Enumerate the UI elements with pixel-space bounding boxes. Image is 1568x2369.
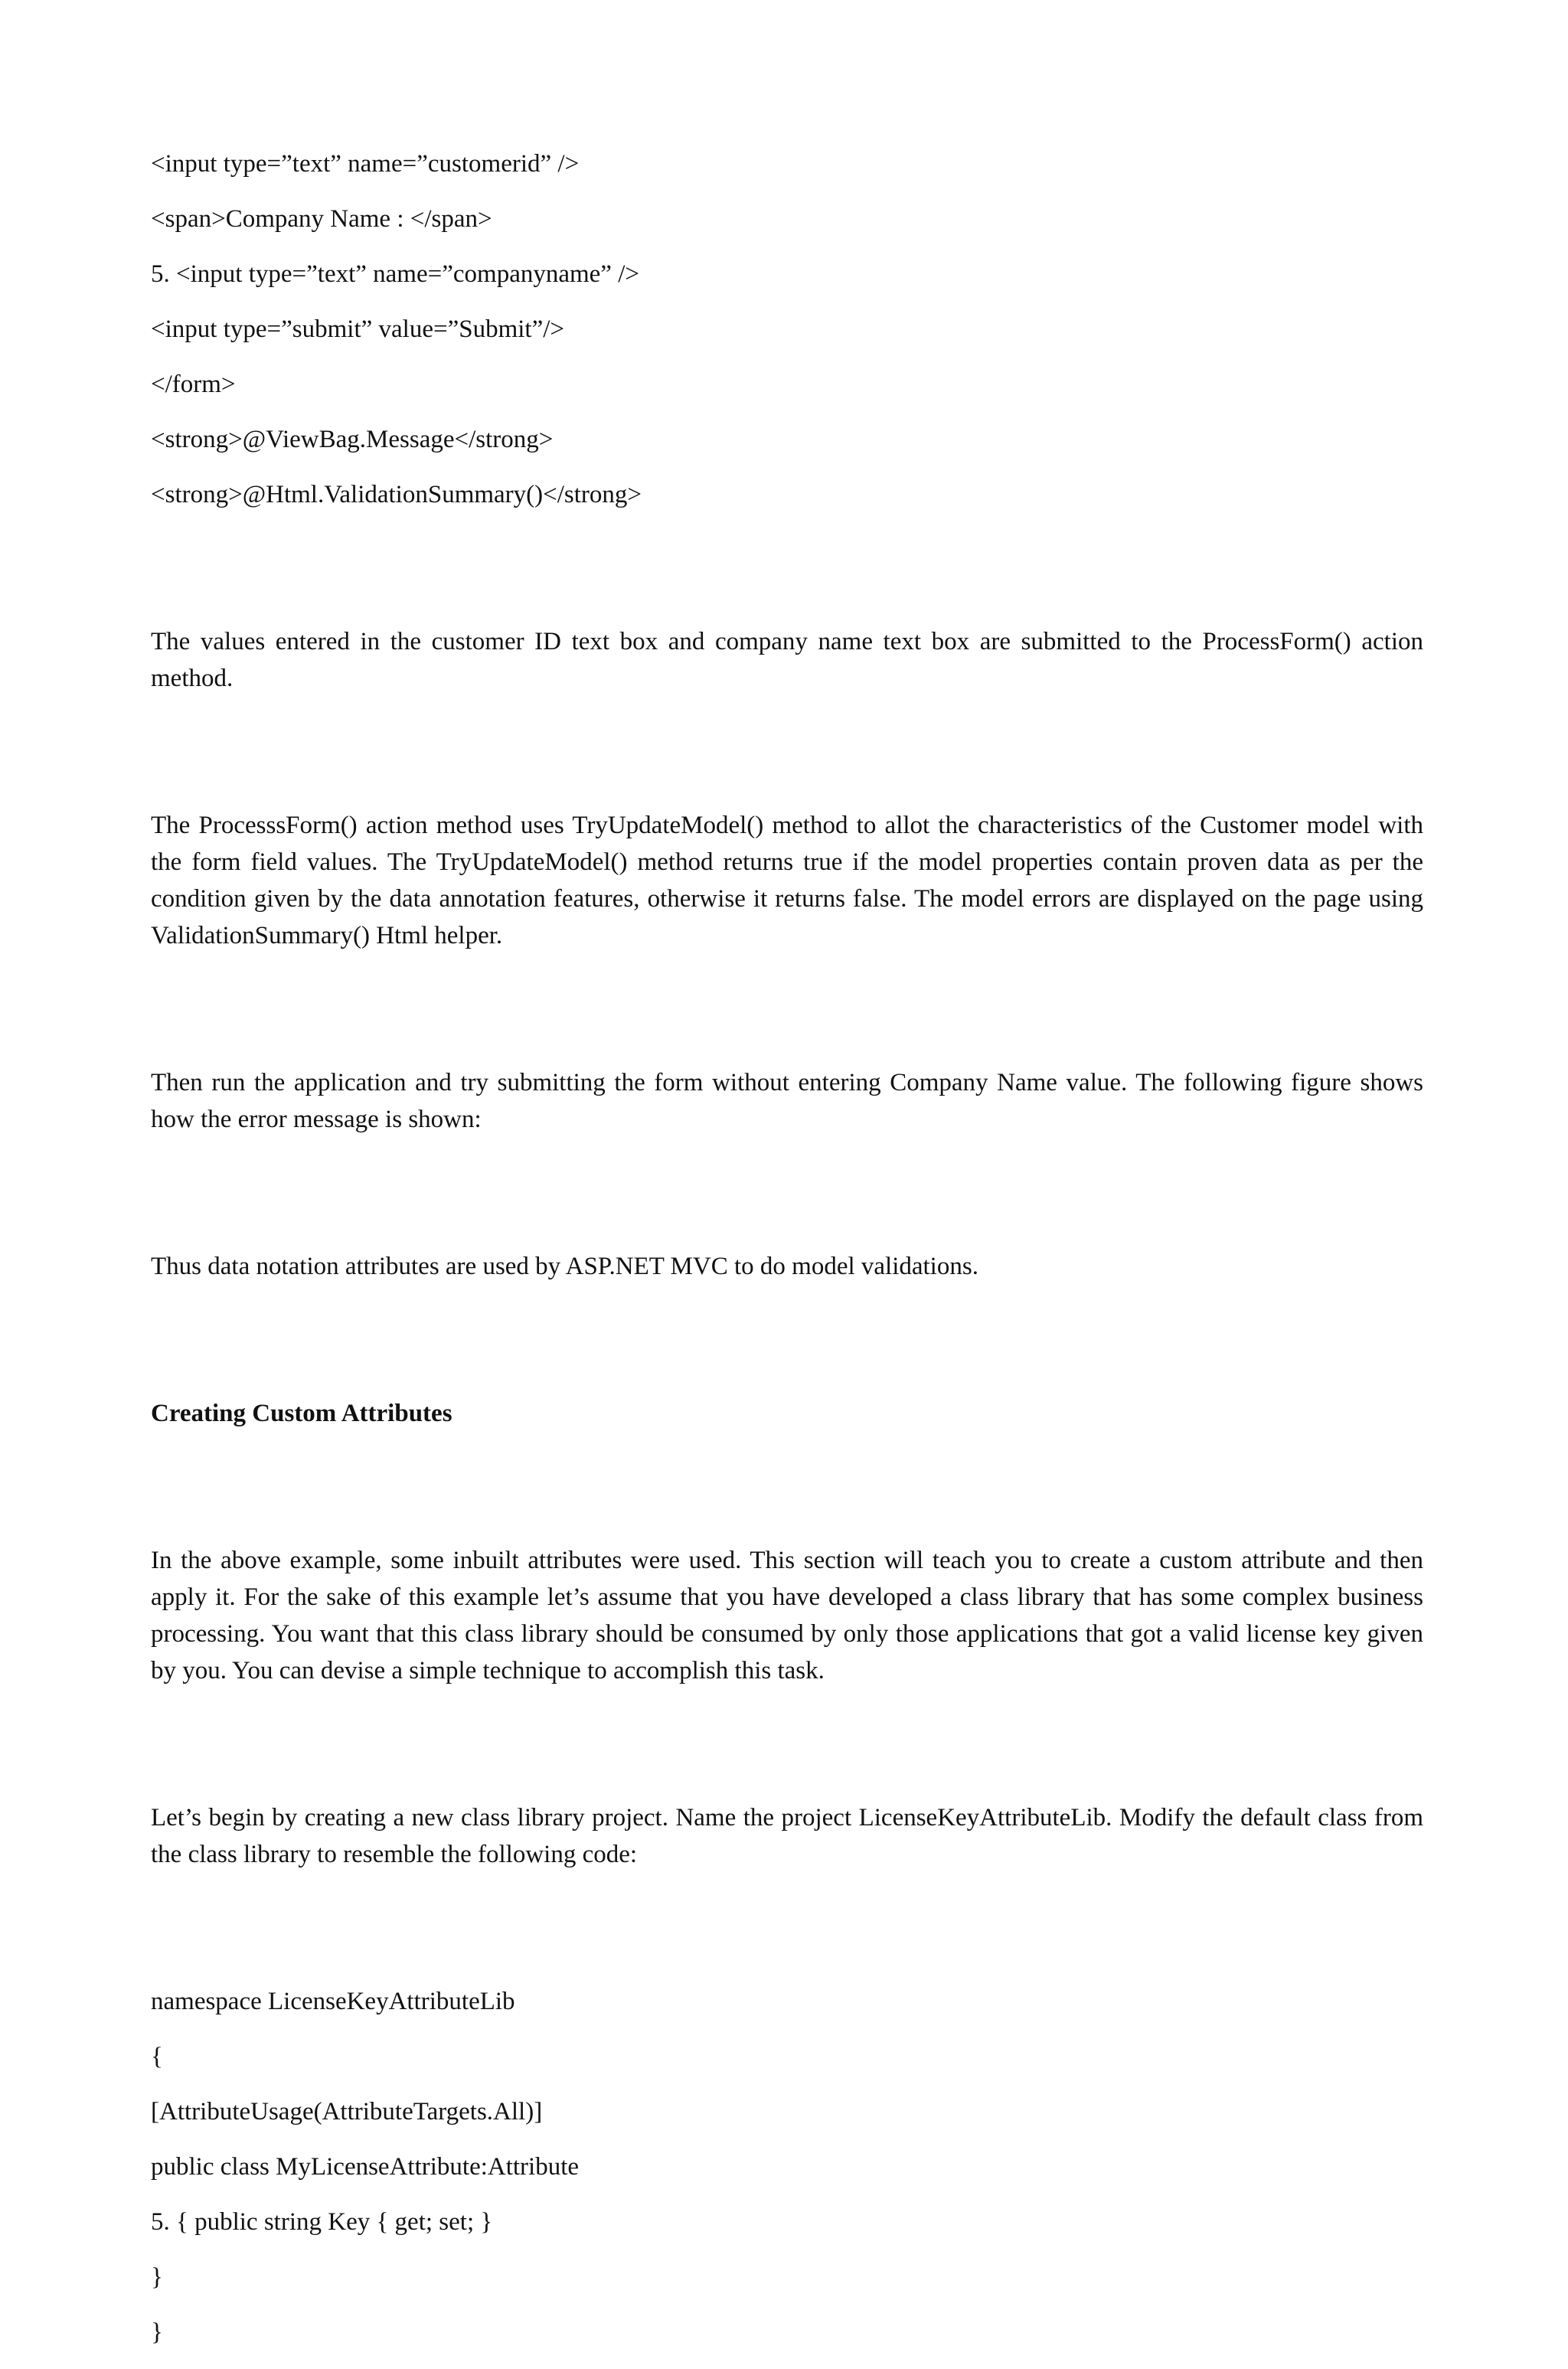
code-block-license-attribute: [151, 1983, 1423, 2369]
code-line: <input type=”submit” value=”Submit”/>: [151, 315, 565, 343]
document-page: [151, 145, 1423, 2369]
section-heading: Creating Custom Attributes: [151, 1400, 452, 1427]
code-line: {: [151, 2043, 163, 2070]
paragraph-run-application: Then run the application and try submitting the form without entering Company Name value. The following figure shows how the error message is shown:: [151, 1069, 1423, 1133]
paragraph-tryupdatemodel: The ProcesssForm() action method uses TryUpdateModel() method to allot the characteristics of the Customer model with the form field values. The TryUpdateModel() method returns true if the model properties contain proven data as per the condition given by the data annotation features, otherwise it returns false. The model errors are displayed on the page using ValidationSummary() Html helper.: [151, 812, 1423, 949]
code-line: <input type=”text” name=”customerid” />: [151, 150, 580, 178]
code-line: 5. { public string Key { get; set; }: [151, 2208, 493, 2236]
code-line: }: [151, 2318, 163, 2346]
paragraph-form-submission: The values entered in the customer ID text box and company name text box are submitted to the ProcessForm() action method.: [151, 628, 1423, 692]
code-line: public class MyLicenseAttribute:Attribute: [151, 2153, 580, 2181]
code-line: [AttributeUsage(AttributeTargets.All)]: [151, 2098, 543, 2126]
code-line: namespace LicenseKeyAttributeLib: [151, 1988, 515, 2015]
code-line: 5. <input type=”text” name=”companyname” />: [151, 260, 639, 288]
code-block-form-markup: [151, 145, 1423, 513]
code-line: </form>: [151, 371, 236, 398]
code-line: }: [151, 2263, 163, 2291]
paragraph-custom-attribute-intro: In the above example, some inbuilt attributes were used. This section will teach you to create a custom attribute and then apply it. For the sake of this example let’s assume that you have developed a class library that has some complex business processing. You want that this class library should be consumed by only those applications that got a valid license key given by you. You can devise a simple technique to accomplish this task.: [151, 1547, 1423, 1684]
code-line: <strong>@Html.ValidationSummary()</strong>: [151, 481, 642, 508]
paragraph-class-library-setup: Let’s begin by creating a new class library project. Name the project LicenseKeyAttributeLib. Modify the default class from the class library to resemble the following code:: [151, 1804, 1423, 1868]
paragraph-data-notation-summary: Thus data notation attributes are used by ASP.NET MVC to do model validations.: [151, 1253, 978, 1280]
code-line: <strong>@ViewBag.Message</strong>: [151, 426, 554, 453]
code-line: <span>Company Name : </span>: [151, 205, 492, 233]
